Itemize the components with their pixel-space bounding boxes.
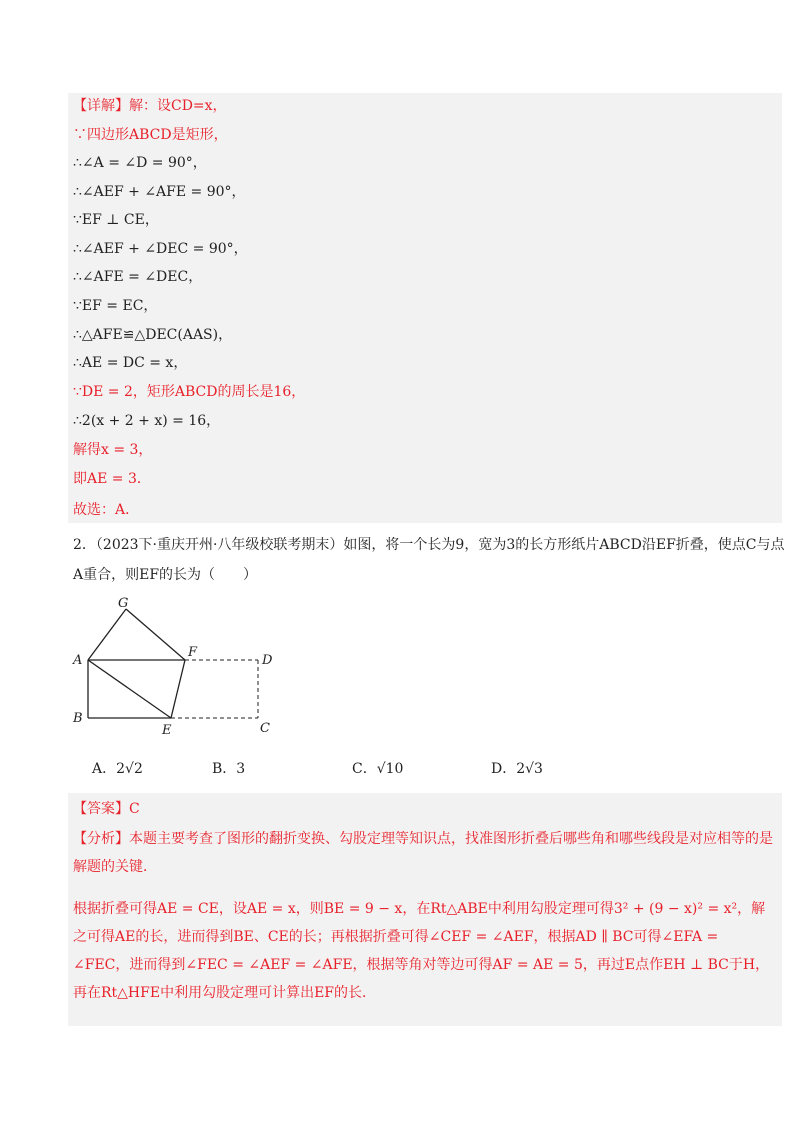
solution-line: ∵四边形ABCD是矩形，	[73, 127, 228, 143]
line-AE	[88, 660, 171, 718]
solution-line: ∴∠AEF + ∠AFE = 90°，	[73, 184, 246, 200]
answer-line: 【答案】C	[73, 801, 140, 817]
fold-figure	[68, 592, 308, 742]
solution-line: ∵DE = 2，矩形ABCD的周长是16，	[73, 384, 306, 400]
option-c[interactable]: C．√10	[352, 761, 404, 777]
explanation-text: 根据折叠可得AE = CE，设AE = x，则BE = 9 − x，在Rt△ABE中利用勾股定理可得3² + (9 − x)² = x²，解之可得AE的长，进而得到BE、CE的长；再根据折叠可得∠CEF = ∠AEF，根据AD ∥ BC可得∠EFA = ∠FEC，进而得到∠FEC = ∠AEF = ∠AFE，根据等角对等边可得AF = AE = 5，再过E点作EH ⊥ BC于H，再在Rt△HFE中利用勾股定理可计算出EF的长．	[73, 901, 770, 1001]
label-E: E	[162, 723, 172, 738]
solution-line: ∵EF ⊥ CE，	[73, 212, 159, 228]
solution-line: ∴∠A = ∠D = 90°，	[73, 155, 207, 171]
solution-line: ∴△AFE≌△DEC(AAS)，	[73, 327, 233, 343]
solution-line: ∴2(x + 2 + x) = 16，	[73, 413, 221, 429]
solution-line: ∴∠AFE = ∠DEC，	[73, 269, 203, 285]
label-B: B	[73, 711, 83, 726]
solution-line: ∵EF = EC，	[73, 298, 158, 314]
label-A: A	[73, 653, 83, 668]
solution-line: 【详解】解：设CD=x，	[73, 98, 227, 114]
solution-line: 即AE = 3．	[73, 471, 151, 487]
solution-line: ∴AE = DC = x，	[73, 355, 188, 371]
option-d[interactable]: D．2√3	[491, 761, 543, 777]
solution-line: 故选：A．	[73, 502, 140, 518]
label-G: G	[118, 596, 129, 611]
solution-line: ∴∠AEF + ∠DEC = 90°，	[73, 241, 248, 257]
question-text: 2．（2023下·重庆开州·八年级校联考期末）如图，将一个长为9，宽为3的长方形纸片ABCD沿EF折叠，使点C与点A重合，则EF的长为（ ）	[73, 537, 785, 583]
label-D: D	[262, 653, 273, 668]
line-FE	[171, 660, 185, 718]
option-b[interactable]: B．3	[212, 761, 246, 777]
line-AG	[88, 609, 126, 660]
solution-line: 解得x = 3，	[73, 442, 153, 458]
label-C: C	[260, 721, 270, 736]
option-a[interactable]: A．2√2	[92, 761, 143, 777]
analysis-text: 【分析】本题主要考查了图形的翻折变换、勾股定理等知识点，找准图形折叠后哪些角和哪些线段是对应相等的是解题的关键．	[73, 831, 773, 875]
line-GF	[126, 609, 185, 660]
label-F: F	[188, 645, 198, 660]
